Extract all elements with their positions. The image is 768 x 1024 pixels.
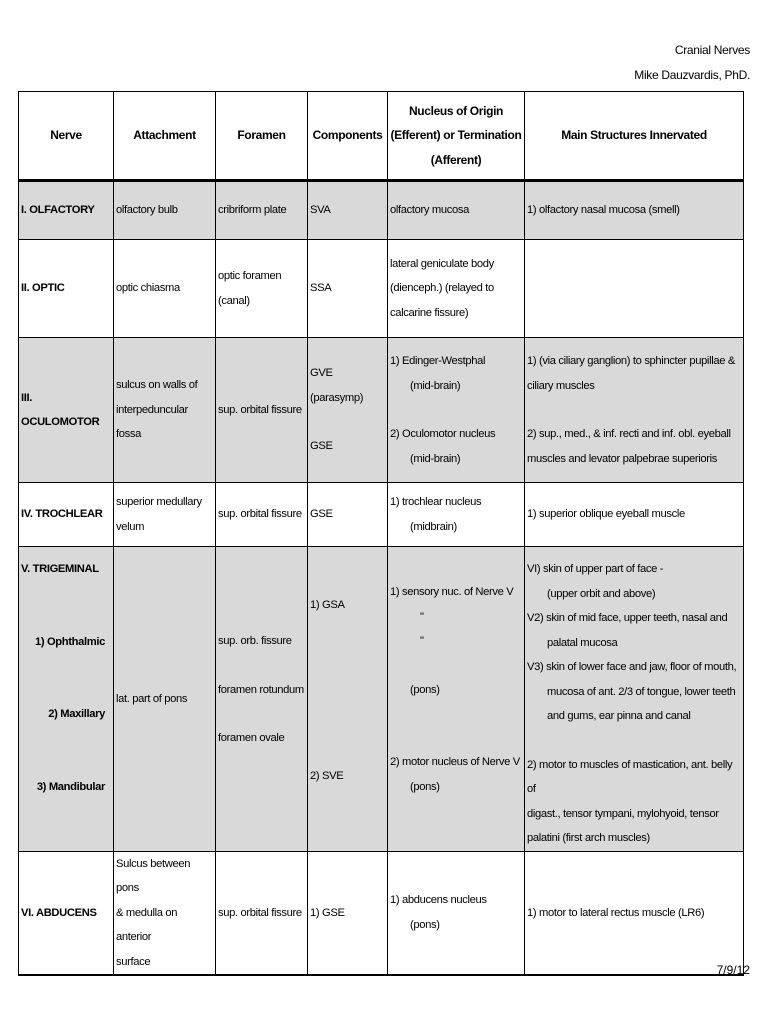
cranial-nerves-table xyxy=(18,91,744,976)
components-line: 2) SVE xyxy=(310,769,344,782)
attachment-line: interpeduncular fossa xyxy=(116,403,188,441)
structures-line: 2) sup., med., & inf. recti and inf. obl. eyeball xyxy=(527,428,731,440)
structures-line: V2) skin of mid face, upper teeth, nasal and xyxy=(527,612,728,624)
structures-line: palatal mucosa xyxy=(547,636,618,649)
nucleus-line: (midbrain) xyxy=(410,520,457,533)
document-title: Cranial Nerves xyxy=(674,43,750,57)
spacer xyxy=(390,398,522,422)
spacer xyxy=(527,398,741,422)
nerve-cell xyxy=(19,547,114,852)
components-cell: GSE xyxy=(308,483,388,547)
nerve-name: V. TRIGEMINAL xyxy=(21,563,99,575)
foramen-line: foramen ovale xyxy=(218,732,285,744)
spacer xyxy=(527,729,741,753)
nerve-cell: IV. TROCHLEAR xyxy=(19,483,114,547)
column-header-attachment: Attachment xyxy=(114,92,216,181)
spacer xyxy=(218,702,305,726)
components-cell: SVA xyxy=(308,181,388,240)
table-row-trigeminal xyxy=(19,547,744,852)
nucleus-line: (mid-brain) xyxy=(410,452,461,465)
nerve-cell: II. OPTIC xyxy=(19,240,114,338)
ditto-mark: " xyxy=(420,635,424,647)
nucleus-line: 1) abducens nucleus xyxy=(390,894,487,907)
foramen-cell: sup. orbital fissure xyxy=(216,483,308,547)
structures-line: (upper orbit and above) xyxy=(547,587,656,600)
structures-line: digast., tensor tympani, mylohyoid, tensor xyxy=(527,807,719,820)
foramen-cell: sup. orbital fissure xyxy=(216,338,308,483)
nerve-cell: VI. ABDUCENS xyxy=(19,851,114,975)
structures-cell: 1) olfactory nasal mucosa (smell) xyxy=(525,181,744,240)
table-row-oculomotor xyxy=(19,338,744,483)
attachment-line: sulcus on walls of xyxy=(116,379,198,392)
nerve-cell: III. OCULOMOTOR xyxy=(19,338,114,483)
components-cell: SSA xyxy=(308,240,388,338)
nucleus-header-line-3: (Afferent) xyxy=(430,152,482,167)
spacer xyxy=(21,654,111,702)
table-row-optic xyxy=(19,240,744,338)
nucleus-cell xyxy=(388,338,525,483)
structures-line: palatini (first arch muscles) xyxy=(527,832,650,844)
nucleus-line: calcarine fissure) xyxy=(390,306,469,319)
foramen-line: foramen rotundum xyxy=(218,683,304,696)
branch-ophthalmic: 1) Ophthalmic xyxy=(34,635,105,648)
structures-line: V3) skin of lower face and jaw, floor of mouth, xyxy=(527,661,737,673)
nucleus-line: (pons) xyxy=(410,918,440,931)
document-header xyxy=(634,38,750,88)
structures-line: and gums, ear pinna and canal xyxy=(547,710,691,722)
foramen-line: sup. orb. fissure xyxy=(218,635,292,647)
foramen-cell: cribriform plate xyxy=(216,181,308,240)
nucleus-line: 1) sensory nuc. of Nerve V xyxy=(390,586,514,598)
spacer xyxy=(21,727,111,775)
structures-line: 1) (via ciliary ganglion) to sphincter pupillae & xyxy=(527,355,735,367)
components-line: 1) GSA xyxy=(310,599,345,611)
table-header-row xyxy=(19,92,744,181)
spacer xyxy=(390,654,522,678)
attachment-line: velum xyxy=(116,520,145,533)
nucleus-line: 1) trochlear nucleus xyxy=(390,496,482,508)
structures-cell xyxy=(525,338,744,483)
nucleus-line: (dienceph.) (relayed to xyxy=(390,282,494,295)
components-line: GVE (parasymp) xyxy=(310,367,364,404)
nerve-cell: I. OLFACTORY xyxy=(19,181,114,240)
structures-cell: 1) superior oblique eyeball muscle xyxy=(525,483,744,547)
attachment-line: & medulla on anterior xyxy=(116,906,178,943)
nucleus-cell xyxy=(388,240,525,338)
spacer xyxy=(21,582,111,630)
structures-line: ciliary muscles xyxy=(527,379,595,392)
nucleus-line: (mid-brain) xyxy=(410,379,461,392)
attachment-line: surface xyxy=(116,955,151,968)
structures-line: mucosa of ant. 2/3 of tongue, lower teeth xyxy=(547,685,736,698)
spacer xyxy=(218,654,305,678)
nucleus-line: 1) Edinger-Westphal xyxy=(390,355,486,367)
table-row-abducens xyxy=(19,851,744,975)
attachment-cell xyxy=(114,338,216,483)
ditto-mark: " xyxy=(420,610,424,623)
foramen-line: optic foramen xyxy=(218,270,282,282)
attachment-cell: optic chiasma xyxy=(114,240,216,338)
nucleus-cell xyxy=(388,483,525,547)
table-row-olfactory xyxy=(19,181,744,240)
attachment-cell xyxy=(114,851,216,975)
branch-maxillary: 2) Maxillary xyxy=(48,708,105,720)
structures-cell xyxy=(525,240,744,338)
nucleus-line: lateral geniculate body xyxy=(390,257,494,270)
attachment-line: superior medullary xyxy=(116,496,202,508)
nucleus-line: (pons) xyxy=(410,683,440,696)
nucleus-cell: olfactory mucosa xyxy=(388,181,525,240)
column-header-nerve: Nerve xyxy=(19,92,114,181)
spacer xyxy=(310,410,385,434)
structures-line: VI) skin of upper part of face - xyxy=(527,563,664,575)
document-author: Mike Dauzvardis, PhD. xyxy=(634,68,750,82)
nucleus-line: 2) motor nucleus of Nerve V xyxy=(390,756,520,768)
attachment-cell: olfactory bulb xyxy=(114,181,216,240)
components-line: GSE xyxy=(310,440,333,453)
attachment-cell xyxy=(114,483,216,547)
components-cell: 1) GSE xyxy=(308,851,388,975)
structures-line: 2) motor to muscles of mastication, ant. belly of xyxy=(527,758,733,795)
attachment-line: Sulcus between pons xyxy=(116,857,191,894)
foramen-line: (canal) xyxy=(218,294,250,307)
nucleus-header-line-2: (Efferent) or Termination xyxy=(390,128,522,143)
components-cell xyxy=(308,338,388,483)
spacer xyxy=(390,702,522,726)
column-header-components: Components xyxy=(308,92,388,181)
column-header-structures: Main Structures Innervated xyxy=(525,92,744,181)
table-row-trochlear xyxy=(19,483,744,547)
spacer xyxy=(310,618,385,764)
spacer xyxy=(390,726,522,750)
column-header-nucleus xyxy=(388,92,525,181)
structures-line: muscles and levator palpebrae superioris xyxy=(527,452,717,465)
nucleus-line: (pons) xyxy=(410,780,440,793)
foramen-cell xyxy=(216,240,308,338)
structures-cell: 1) motor to lateral rectus muscle (LR6) xyxy=(525,851,744,975)
nucleus-header-line-1: Nucleus of Origin xyxy=(408,103,504,118)
column-header-foramen: Foramen xyxy=(216,92,308,181)
attachment-cell: lat. part of pons xyxy=(114,547,216,852)
nucleus-line: 2) Oculomotor nucleus xyxy=(390,428,496,440)
branch-mandibular: 3) Mandibular xyxy=(36,780,105,793)
foramen-cell xyxy=(216,547,308,852)
nucleus-cell xyxy=(388,851,525,975)
foramen-cell: sup. orbital fissure xyxy=(216,851,308,975)
page-date: 7/9/12 xyxy=(716,963,750,977)
structures-cell xyxy=(525,547,744,852)
components-cell xyxy=(308,547,388,852)
nucleus-cell xyxy=(388,547,525,852)
